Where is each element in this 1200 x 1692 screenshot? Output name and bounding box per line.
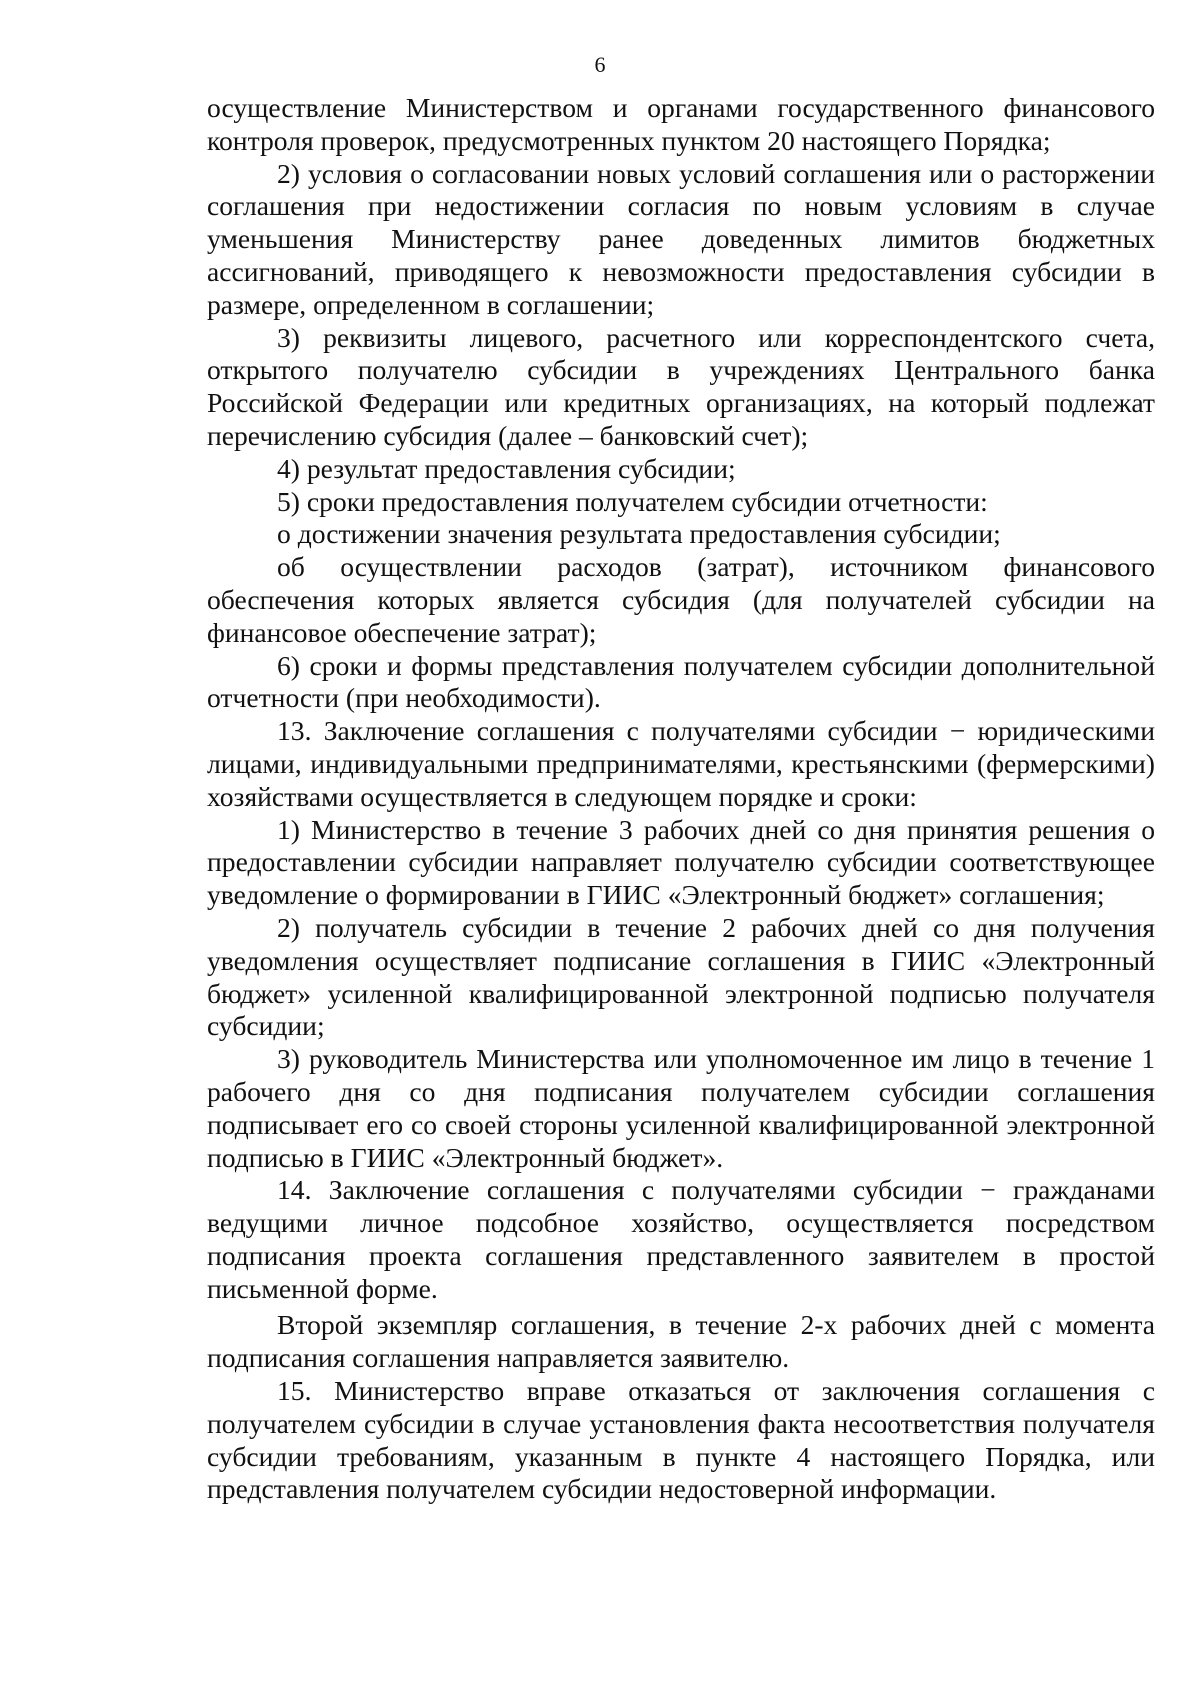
paragraph-section-14-second-copy: Второй экземпляр соглашения, в течение 2-х рабочих дней с момента подписания соглашения направляется заявителю. [207,1309,1155,1374]
paragraph-item-5-sub-1: о достижении значения результата предоставления субсидии; [277,518,1001,550]
paragraph-section-13-item-3: 3) руководитель Министерства или уполномоченное им лицо в течение 1 рабочего дня со дня подписания получателем субсидии соглашения подписывает его со своей стороны усиленной квалифицированной электронной подписью в ГИИС «Электронный бюджет». [207,1043,1155,1173]
paragraph-section-13-item-1: 1) Министерство в течение 3 рабочих дней со дня принятия решения о предоставлении субсидии направляет получателю субсидии соответствующее уведомление о формировании в ГИИС «Электронный бюджет» соглашения; [207,813,1155,911]
paragraph-item-3: 3) реквизиты лицевого, расчетного или корреспондентского счета, открытого получателю субсидии в учреждениях Центрального банка Российской Федерации или кредитных организациях, на который подлежат перечислению субсидия (далее – банковский счет); [207,321,1155,451]
paragraph-section-14: 14. Заключение соглашения с получателями субсидии − гражданами ведущими личное подсобное хозяйство, осуществляется посредством подписания проекта соглашения представленного заявителем в простой письменной форме. [207,1174,1155,1304]
paragraph-section-15: 15. Министерство вправе отказаться от заключения соглашения с получателем субсидии в случае установления факта несоответствия получателя субсидии требованиям, указанным в пункте 4 настоящего Порядка, или представления получателем субсидии недостоверной информации. [207,1375,1155,1505]
paragraph-item-5: 5) сроки предоставления получателем субсидии отчетности: [277,485,988,517]
page-number: 6 [594,52,606,77]
paragraph-item-6: 6) сроки и формы представления получателем субсидии дополнительной отчетности (при необходимости). [207,649,1155,714]
paragraph-continuation: осуществление Министерством и органами государственного финансового контроля проверок, предусмотренных пунктом 20 настоящего Порядка; [207,92,1155,156]
paragraph-section-13-item-2: 2) получатель субсидии в течение 2 рабочих дней со дня получения уведомления осуществляет подписание соглашения в ГИИС «Электронный бюджет» усиленной квалифицированной электронной подписью получателя субсидии; [207,911,1155,1042]
paragraph-item-4: 4) результат предоставления субсидии; [277,452,736,484]
paragraph-item-5-sub-2: об осуществлении расходов (затрат), источником финансового обеспечения которых является субсидия (для получателей субсидии на финансовое обеспечение затрат); [207,551,1155,648]
paragraph-section-13: 13. Заключение соглашения с получателями субсидии − юридическими лицами, индивидуальными предпринимателями, крестьянскими (фермерскими) хозяйствами осуществляется в следующем порядке и сроки: [207,715,1155,812]
paragraph-item-2: 2) условия о согласовании новых условий соглашения или о расторжении соглашения при недостижении согласия по новым условиям в случае уменьшения Министерству ранее доведенных лимитов бюджетных ассигнований, приводящего к невозможности предоставления субсидии в размере, определенном в соглашении; [207,157,1155,320]
document-body [207,92,1155,1506]
